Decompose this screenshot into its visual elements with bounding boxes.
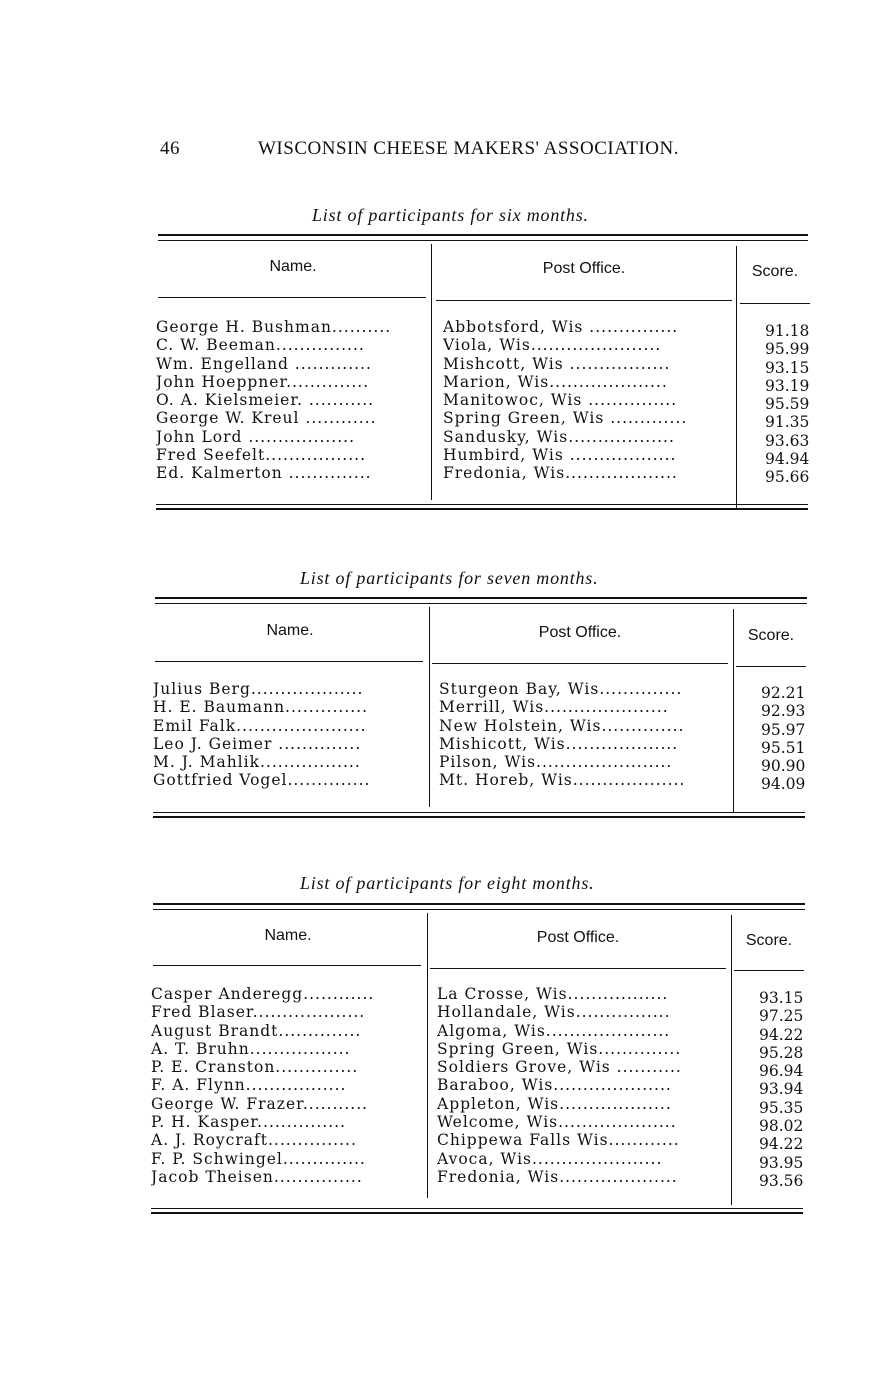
post-office: Avoca, Wis...................... — [437, 1149, 663, 1168]
post-office: Hollandale, Wis................ — [437, 1003, 671, 1022]
table-row — [151, 985, 811, 1007]
participant-name: Leo J. Geimer .............. — [153, 734, 362, 753]
score: 95.35 — [759, 1098, 804, 1117]
participant-name: M. J. Mahlik................. — [153, 753, 361, 772]
post-office: Spring Green, Wis ............. — [443, 409, 688, 428]
header-separator — [153, 965, 421, 966]
participant-name: Julius Berg................... — [153, 680, 364, 698]
name-column-header: Name. — [266, 622, 314, 639]
score-column-header: Score. — [745, 932, 793, 949]
score: 92.21 — [761, 684, 806, 702]
score: 96.94 — [759, 1062, 804, 1081]
post-office: Soldiers Grove, Wis ........... — [437, 1058, 682, 1077]
score: 92.93 — [761, 702, 806, 721]
section-title: List of participants for six months. — [312, 205, 589, 225]
table-bottom-rule-thin — [151, 1208, 803, 1209]
score-column-header: Score. — [751, 263, 799, 280]
participant-name: Emil Falk...................... — [153, 716, 367, 735]
table-row — [151, 1003, 811, 1026]
participant-name: Casper Anderegg............ — [151, 985, 375, 1003]
section-title: List of participants for eight months. — [300, 873, 595, 893]
score-column-header: Score. — [747, 627, 795, 644]
post-office: La Crosse, Wis................. — [437, 985, 669, 1003]
participant-name: George W. Kreul ............ — [156, 409, 377, 428]
score: 95.51 — [761, 738, 806, 757]
post-office: Humbird, Wis .................. — [443, 446, 677, 465]
score: 93.63 — [765, 431, 810, 450]
score: 93.15 — [759, 989, 804, 1007]
table-row — [151, 1113, 811, 1136]
participant-name: Jacob Theisen............... — [151, 1167, 363, 1186]
table-row — [151, 1021, 811, 1044]
score: 93.95 — [759, 1153, 804, 1172]
post-office: Manitowoc, Wis ............... — [443, 391, 678, 410]
participant-name: P. H. Kasper............... — [151, 1113, 346, 1132]
name-column-header: Name. — [264, 927, 312, 944]
participant-name: F. P. Schwingel.............. — [151, 1149, 366, 1168]
table-bottom-rule — [151, 1212, 803, 1214]
table-row — [151, 1149, 811, 1172]
table-top-rule — [153, 903, 805, 905]
score: 91.18 — [765, 322, 810, 340]
post-office: Sturgeon Bay, Wis.............. — [439, 680, 683, 698]
post-office: Abbotsford, Wis ............... — [443, 318, 679, 336]
score: 90.90 — [761, 757, 806, 776]
post-office: Sandusky, Wis.................. — [443, 427, 675, 446]
post-office-column-header: Post Office. — [542, 260, 626, 277]
post-office: Merrill, Wis..................... — [439, 698, 669, 717]
participant-name: August Brandt.............. — [151, 1021, 362, 1040]
page-number: 46 — [160, 138, 180, 159]
score: 93.15 — [765, 358, 810, 377]
participant-name: Wm. Engelland ............. — [156, 354, 372, 373]
header-separator — [430, 968, 726, 969]
post-office: Baraboo, Wis.................... — [437, 1076, 672, 1095]
table-row — [151, 1131, 811, 1154]
post-office: Appleton, Wis................... — [437, 1094, 672, 1113]
participant-name: H. E. Baumann.............. — [153, 698, 369, 717]
table-top-rule-thin — [153, 909, 805, 910]
participant-name: Ed. Kalmerton .............. — [156, 464, 372, 483]
participant-name: P. E. Cranston.............. — [151, 1058, 359, 1077]
participant-name: F. A. Flynn................. — [151, 1076, 347, 1095]
score: 91.35 — [765, 413, 810, 432]
participant-name: George H. Bushman.......... — [156, 318, 392, 336]
post-office: Mt. Horeb, Wis................... — [439, 771, 686, 790]
post-office: Viola, Wis...................... — [443, 336, 662, 355]
table-row — [151, 1058, 811, 1081]
table-body — [151, 985, 811, 1190]
score: 95.59 — [765, 395, 810, 414]
score: 95.28 — [759, 1043, 804, 1062]
participant-name: A. T. Bruhn................. — [151, 1039, 351, 1058]
post-office: Welcome, Wis.................... — [437, 1113, 677, 1132]
participant-name: John Lord .................. — [156, 427, 356, 446]
score: 94.09 — [761, 775, 806, 794]
participant-name: John Hoeppner.............. — [156, 372, 370, 391]
post-office: Mishcott, Wis ................. — [443, 354, 671, 373]
score: 95.97 — [761, 720, 806, 739]
participant-name: Fred Seefelt................. — [156, 446, 367, 465]
score: 98.02 — [759, 1117, 804, 1136]
participant-name: Gottfried Vogel.............. — [153, 771, 371, 790]
post-office: New Holstein, Wis.............. — [439, 716, 685, 735]
table-row — [151, 1167, 811, 1190]
name-column-header: Name. — [269, 258, 317, 275]
score: 93.56 — [759, 1171, 804, 1190]
score: 93.19 — [765, 376, 810, 395]
post-office: Algoma, Wis..................... — [437, 1021, 671, 1040]
post-office: Chippewa Falls Wis............ — [437, 1131, 680, 1150]
header-separator — [734, 970, 804, 971]
score: 97.25 — [759, 1007, 804, 1026]
participant-name: O. A. Kielsmeier. ........... — [156, 391, 375, 410]
score: 94.94 — [765, 450, 810, 469]
post-office-column-header: Post Office. — [536, 929, 620, 946]
table-row — [151, 1076, 811, 1099]
post-office: Mishicott, Wis................... — [439, 734, 679, 753]
section-title: List of participants for seven months. — [300, 568, 599, 588]
table-row — [151, 1039, 811, 1062]
participant-name: Fred Blaser................... — [151, 1003, 366, 1022]
post-office: Marion, Wis.................... — [443, 372, 668, 391]
score: 94.22 — [759, 1025, 804, 1044]
score: 95.66 — [765, 468, 810, 487]
participant-name: C. W. Beeman............... — [156, 336, 365, 355]
table-row — [151, 1094, 811, 1117]
score: 94.22 — [759, 1135, 804, 1154]
score: 93.94 — [759, 1080, 804, 1099]
participant-name: A. J. Roycraft............... — [151, 1131, 357, 1150]
post-office: Fredonia, Wis................... — [443, 464, 678, 483]
score: 95.99 — [765, 340, 810, 359]
post-office: Spring Green, Wis.............. — [437, 1039, 682, 1058]
post-office-column-header: Post Office. — [538, 624, 622, 641]
post-office: Pilson, Wis....................... — [439, 753, 673, 772]
running-title: WISCONSIN CHEESE MAKERS' ASSOCIATION. — [258, 138, 679, 159]
participant-name: George W. Frazer........... — [151, 1094, 369, 1113]
post-office: Fredonia, Wis.................... — [437, 1167, 678, 1186]
